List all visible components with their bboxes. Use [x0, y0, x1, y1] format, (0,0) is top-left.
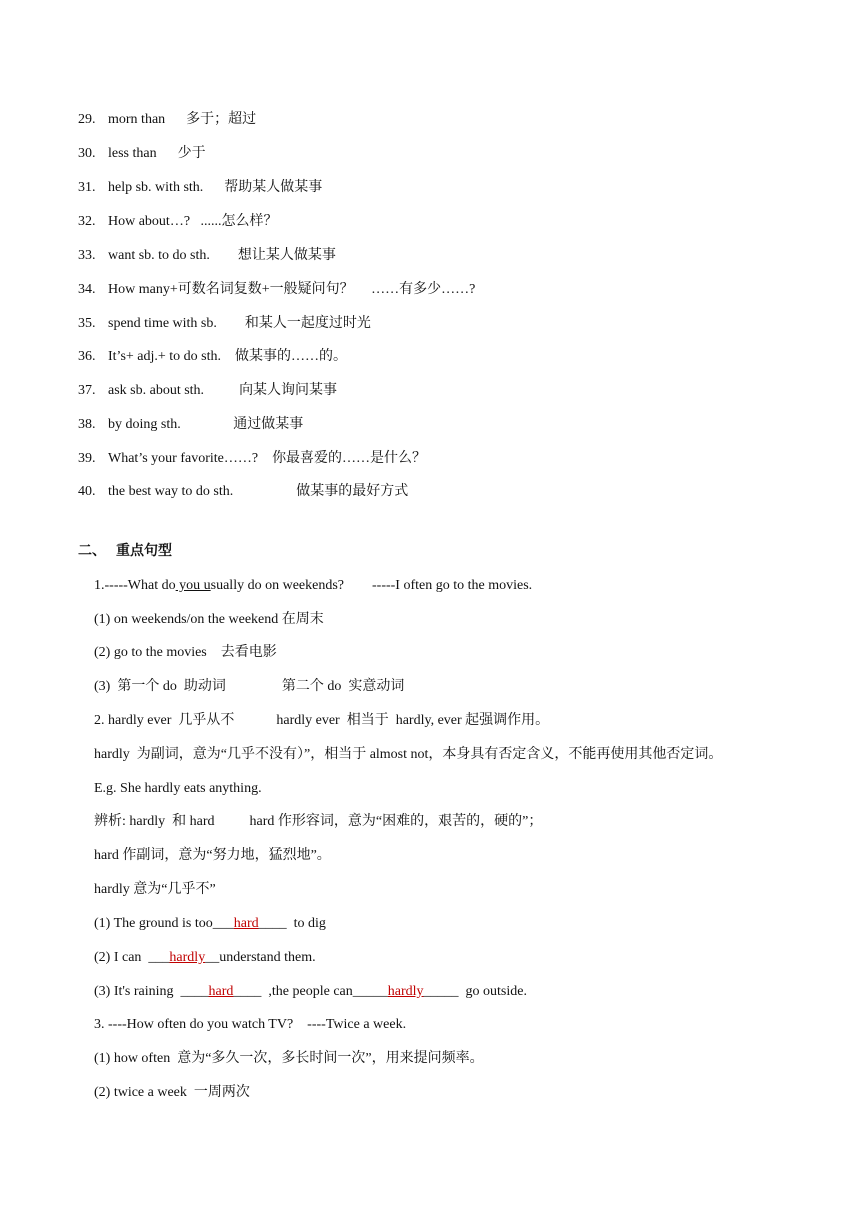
answer-blank: hard [233, 916, 259, 931]
phrase-chinese: 向某人询问某事 [239, 383, 338, 398]
example-line: E.g. She hardly eats anything. [94, 781, 262, 796]
phrase-chinese: 通过做某事 [233, 417, 304, 432]
phrase-item [78, 314, 371, 334]
phrase-item [78, 449, 426, 469]
phrase-english: want sb. to do sth. [108, 248, 210, 263]
note-line: (1) how often 意为“多久一次，多长时间一次”，用来提问频率。 [94, 1051, 484, 1066]
phrase-english: by doing sth. [108, 417, 181, 432]
phrase-english: What’s your favorite……? [108, 451, 259, 466]
phrase-item [78, 178, 322, 198]
phrase-item [78, 415, 303, 435]
section-heading [78, 542, 172, 562]
phrase-english: morn than [108, 112, 166, 127]
phrase-item [78, 212, 278, 232]
phrase-chinese: 帮助某人做某事 [224, 180, 323, 195]
item-number: 30. [78, 146, 96, 161]
note-line: (2) go to the movies 去看电影 [94, 645, 277, 660]
section-number: 二、 [78, 544, 106, 559]
item-number: 35. [78, 316, 96, 331]
item-number: 40. [78, 484, 96, 499]
answer-blank: hardly [169, 950, 206, 965]
item-number: 36. [78, 349, 96, 364]
phrase-chinese: 少于 [177, 146, 206, 161]
note-line: (3) 第一个 do 助动词 第二个 do 实意动词 [94, 679, 405, 694]
phrase-chinese: 做某事的最好方式 [296, 484, 409, 499]
explanation-line: hardly 为副词，意为“几乎不没有）”，相当于 almost not，本身具有否定含义，不能再使用其他否定词。 [94, 747, 723, 762]
phrase-english: the best way to do sth. [108, 484, 234, 499]
phrase-item [78, 280, 475, 300]
phrase-english: less than [108, 146, 157, 161]
exercise-line: (3) It's raining ____hard____ ,the people can_____hardly_____ go outside. [94, 984, 527, 999]
phrase-english: help sb. with sth. [108, 180, 204, 195]
phrase-item [78, 144, 206, 164]
answer-blank: hardly [387, 984, 424, 999]
pattern-title: 3. ----How often do you watch TV? ----Twice a week. [94, 1017, 407, 1032]
item-number: 29. [78, 112, 96, 127]
answer-blank: hard [208, 984, 234, 999]
phrase-chinese: 想让某人做某事 [237, 248, 336, 263]
item-number: 39. [78, 451, 96, 466]
phrase-english: How about…? [108, 214, 191, 229]
phrase-chinese: 和某人一起度过时光 [244, 316, 371, 331]
phrase-item [78, 347, 347, 367]
phrase-item [78, 482, 408, 502]
item-number: 38. [78, 417, 96, 432]
phrase-english: It’s+ adj.+ to do sth. [108, 349, 222, 364]
item-number: 32. [78, 214, 96, 229]
phrase-item [78, 110, 256, 130]
item-number: 34. [78, 282, 96, 297]
phrase-item [78, 381, 337, 401]
phrase-item [78, 246, 336, 266]
phrase-chinese: 多于；超过 [186, 112, 257, 127]
phrase-english: How many+可数名词复数+一般疑问句？ [108, 282, 354, 297]
pattern-title: 2. hardly ever 几乎从不 hardly ever 相当于 hardly, ever 起强调作用。 [94, 713, 550, 728]
dialogue-line: 1.-----What do you usually do on weekends? -----I often go to the movies. [94, 578, 533, 593]
phrase-chinese: 做某事的……的。 [235, 349, 348, 364]
phrase-chinese: 你最喜爱的……是什么？ [272, 451, 427, 466]
section-title: 重点句型 [116, 544, 172, 559]
note-line: (1) on weekends/on the weekend 在周末 [94, 612, 324, 627]
item-number: 37. [78, 383, 96, 398]
item-number: 31. [78, 180, 96, 195]
contrast-line: hardly 意为“几乎不” [94, 882, 216, 897]
phrase-english: spend time with sb. [108, 316, 217, 331]
phrase-chinese: ……有多少……? [371, 282, 476, 297]
note-line: (2) twice a week 一周两次 [94, 1085, 250, 1100]
contrast-line: 辨析: hardly 和 hard hard 作形容词，意为“困难的，艰苦的，硬的”； [94, 814, 543, 829]
phrase-chinese: ......怎么样？ [200, 214, 278, 229]
exercise-line: (2) I can ___hardly__understand them. [94, 950, 316, 965]
phrase-english: ask sb. about sth. [108, 383, 205, 398]
contrast-line: hard 作副词，意为“努力地，猛烈地”。 [94, 848, 331, 863]
item-number: 33. [78, 248, 96, 263]
exercise-line: (1) The ground is too___hard____ to dig [94, 916, 326, 931]
